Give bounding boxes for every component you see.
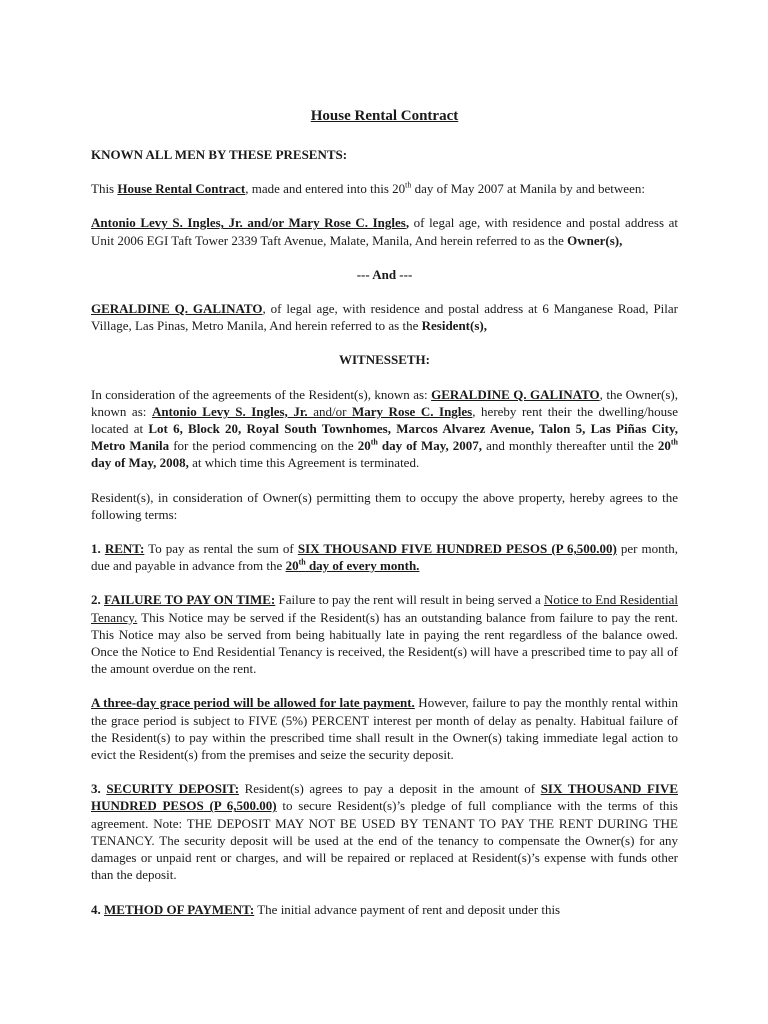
owners-paragraph: Antonio Levy S. Ingles, Jr. and/or Mary Rose C. Ingles, of legal age, with residence and postal address at Unit 2006 EGI Taft Tower 2339 Taft Avenue, Malate, Manila, And herein referred to as the Owner(s), [91, 215, 678, 248]
and-separator: --- And --- [356, 266, 413, 282]
consideration-paragraph: In consideration of the agreements of the Resident(s), known as: GERALDINE Q. GALINATO, the Owner(s), known as: Antonio Levy S. Ingles, Jr. and/or Mary Rose C. Ingles, hereby rent their the dwelling/house located at Lot 6, Block 20, Royal South Townhomes, Marcos Alvarez Avenue, Talon 5, Las Piñas City, Metro Manila for the period commencing on the 20th day of May, 2007, and monthly thereafter until the 20th day of May, 2008, at which time this Agreement is terminated. [91, 386, 678, 471]
clause-failure-to-pay: 2. FAILURE TO PAY ON TIME: Failure to pay the rent will result in being served a Notice to End Residential Tenancy. This Notice may be served if the Resident(s) has an outstanding balance from failure to pay the rent. This Notice may also be served from being habitually late in paying the rent regardless of the balance owed. Once the Notice to End Residential Tenancy is received, the Resident(s) will have a prescribed time to pay all of the amount overdue on the rent. [91, 592, 678, 677]
opening-paragraph: This House Rental Contract, made and entered into this 20th day of May 2007 at Manila by and between: [91, 180, 645, 197]
document-body [91, 106, 678, 935]
clause-rent: 1. RENT: To pay as rental the sum of SIX THOUSAND FIVE HUNDRED PESOS (P 6,500.00) per month, due and payable in advance from the 20th day of every month. [91, 541, 679, 574]
resident-paragraph: GERALDINE Q. GALINATO, of legal age, with residence and postal address at 6 Manganese Road, Pilar Village, Las Pinas, Metro Manila, And herein referred to as the Resident(s), [91, 301, 678, 334]
grace-period-paragraph: A three-day grace period will be allowed for late payment. However, failure to pay the monthly rental within the grace period is subject to FIVE (5%) PERCENT interest per month of delay as penalty. Habitual failure of the Resident(s) to pay within the prescribed time shall result in the Owner(s) taking immediate legal action to evict the Resident(s) from the premises and seize the security deposit. [91, 695, 678, 763]
document-title: House Rental Contract [310, 108, 459, 124]
agreement-terms-intro: Resident(s), in consideration of Owner(s) permitting them to occupy the above property, hereby agrees to the following terms: [91, 489, 678, 522]
intro-heading: KNOWN ALL MEN BY THESE PRESENTS: [91, 147, 348, 162]
clause-security-deposit: 3. SECURITY DEPOSIT: Resident(s) agrees to pay a deposit in the amount of SIX THOUSAND FIVE HUNDRED PESOS (P 6,500.00) to secure Resident(s)’s pledge of full compliance with the terms of this agreement. Note: THE DEPOSIT MAY NOT BE USED BY TENANT TO PAY THE RENT DURING THE TENANCY. The security deposit will be used at the end of the tenancy to compensate the Owner(s) for any damages or unpaid rent or charges, and will be repaired or replaced at Resident(s)’s expense with funds other than the deposit. [91, 781, 678, 883]
clause-method-of-payment: 4. METHOD OF PAYMENT: The initial advance payment of rent and deposit under this [91, 901, 561, 917]
witnesseth-heading: WITNESSETH: [338, 352, 431, 368]
